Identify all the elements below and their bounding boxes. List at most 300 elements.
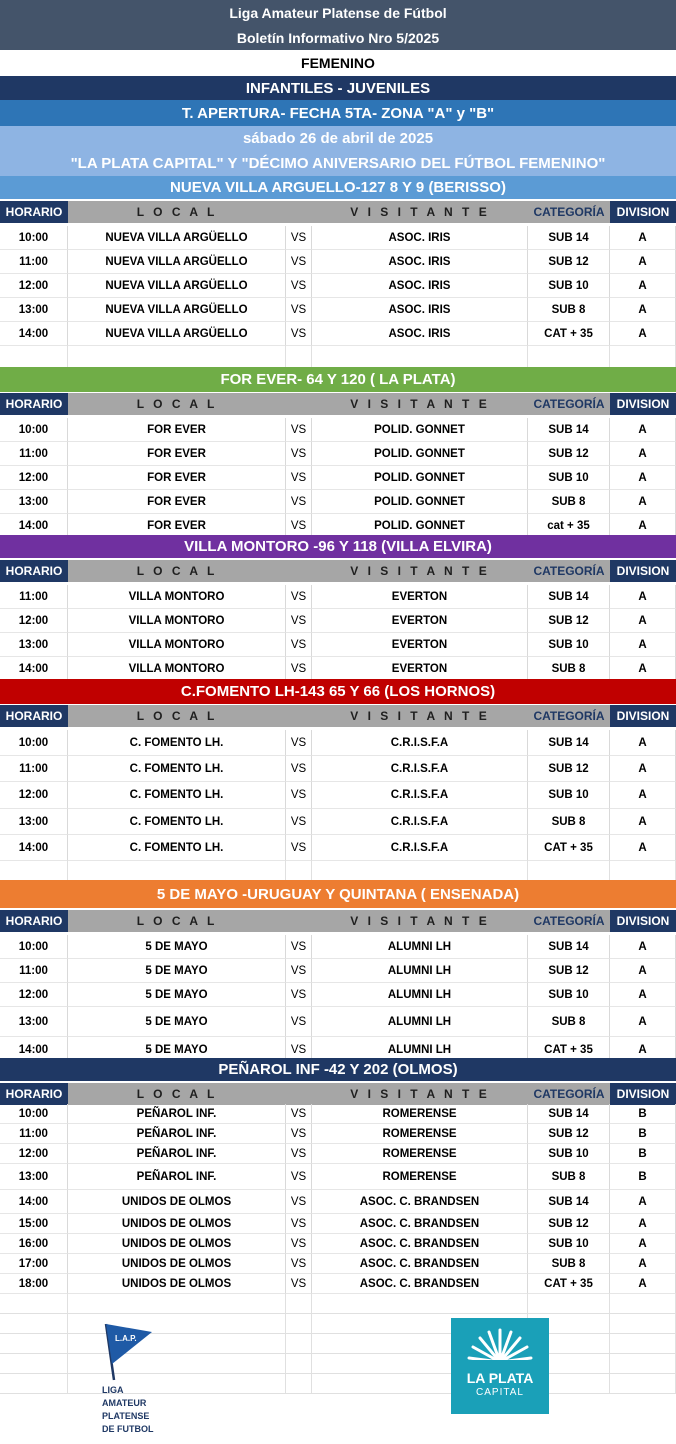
header-vs-spacer xyxy=(286,560,312,582)
vs-cell: VS xyxy=(286,490,312,514)
table-row xyxy=(0,1214,676,1234)
vs-cell: VS xyxy=(286,1164,312,1190)
division-cell: B xyxy=(610,1104,676,1124)
table-header xyxy=(0,393,676,415)
date-line: sábado 26 de abril de 2025 xyxy=(0,126,676,151)
header-local: L O C A L xyxy=(68,1083,286,1105)
table-row xyxy=(0,585,676,609)
header-horario: HORARIO xyxy=(0,705,68,727)
empty-cell xyxy=(286,1374,312,1394)
time-cell: 10:00 xyxy=(0,1104,68,1124)
table-row xyxy=(0,1234,676,1254)
division-cell: A xyxy=(610,1254,676,1274)
venue-title: PEÑAROL INF -42 Y 202 (OLMOS) xyxy=(0,1058,676,1081)
table-row xyxy=(0,418,676,442)
category-title: FEMENINO xyxy=(0,50,676,76)
time-cell: 14:00 xyxy=(0,322,68,346)
visitor-team-cell: ASOC. C. BRANDSEN xyxy=(312,1274,528,1294)
vs-cell: VS xyxy=(286,1274,312,1294)
table-row xyxy=(0,1104,676,1124)
vs-cell: VS xyxy=(286,1234,312,1254)
vs-cell: VS xyxy=(286,756,312,782)
time-cell: 18:00 xyxy=(0,1274,68,1294)
category-cell: SUB 10 xyxy=(528,466,610,490)
header-categoria: CATEGORÍA xyxy=(528,910,610,932)
header-categoria: CATEGORÍA xyxy=(528,560,610,582)
table-header xyxy=(0,910,676,932)
division-cell: A xyxy=(610,250,676,274)
header-horario: HORARIO xyxy=(0,393,68,415)
local-team-cell: 5 DE MAYO xyxy=(68,983,286,1007)
time-cell: 12:00 xyxy=(0,1144,68,1164)
time-cell: 11:00 xyxy=(0,1124,68,1144)
time-cell: 15:00 xyxy=(0,1214,68,1234)
sunburst-icon xyxy=(451,1318,549,1370)
empty-cell xyxy=(0,1314,68,1334)
vs-cell: VS xyxy=(286,1104,312,1124)
lap-flag-text: L.A.P. xyxy=(115,1334,137,1343)
category-cell: cat + 35 xyxy=(528,514,610,538)
table-row xyxy=(0,442,676,466)
local-team-cell: UNIDOS DE OLMOS xyxy=(68,1190,286,1214)
table-row xyxy=(0,1007,676,1037)
visitor-team-cell: ROMERENSE xyxy=(312,1124,528,1144)
table-row xyxy=(0,1164,676,1190)
dedication-line: "LA PLATA CAPITAL" Y "DÉCIMO ANIVERSARIO DEL FÚTBOL FEMENINO" xyxy=(0,151,676,176)
local-team-cell: 5 DE MAYO xyxy=(68,935,286,959)
division-cell: A xyxy=(610,418,676,442)
local-team-cell: C. FOMENTO LH. xyxy=(68,782,286,809)
header-division: DIVISION xyxy=(610,560,676,582)
local-team-cell: VILLA MONTORO xyxy=(68,657,286,681)
lap-text-line: DE FUTBOL xyxy=(102,1424,154,1434)
category-cell: SUB 10 xyxy=(528,983,610,1007)
division-cell: A xyxy=(610,959,676,983)
vs-cell: VS xyxy=(286,274,312,298)
local-team-cell: NUEVA VILLA ARGÜELLO xyxy=(68,298,286,322)
division-cell: A xyxy=(610,226,676,250)
visitor-team-cell: ALUMNI LH xyxy=(312,1007,528,1037)
visitor-team-cell: ASOC. IRIS xyxy=(312,274,528,298)
la-plata-capital-logo xyxy=(451,1318,549,1414)
division-cell: A xyxy=(610,730,676,756)
visitor-team-cell: ASOC. C. BRANDSEN xyxy=(312,1214,528,1234)
category-cell: SUB 8 xyxy=(528,490,610,514)
lap-logo xyxy=(100,1322,180,1442)
category-cell: CAT + 35 xyxy=(528,1037,610,1063)
time-cell: 13:00 xyxy=(0,633,68,657)
table-row xyxy=(0,782,676,809)
vs-cell: VS xyxy=(286,1007,312,1037)
header-local: L O C A L xyxy=(68,705,286,727)
visitor-team-cell: ALUMNI LH xyxy=(312,1037,528,1063)
header-horario: HORARIO xyxy=(0,560,68,582)
empty-cell xyxy=(610,1314,676,1334)
visitor-team-cell: C.R.I.S.F.A xyxy=(312,835,528,861)
vs-cell: VS xyxy=(286,250,312,274)
local-team-cell: NUEVA VILLA ARGÜELLO xyxy=(68,322,286,346)
visitor-team-cell: POLID. GONNET xyxy=(312,442,528,466)
local-team-cell: 5 DE MAYO xyxy=(68,1007,286,1037)
vs-cell: VS xyxy=(286,809,312,835)
vs-cell: VS xyxy=(286,1190,312,1214)
header-horario: HORARIO xyxy=(0,201,68,223)
division-cell: A xyxy=(610,274,676,298)
visitor-team-cell: EVERTON xyxy=(312,609,528,633)
time-cell: 13:00 xyxy=(0,1164,68,1190)
vs-cell: VS xyxy=(286,983,312,1007)
table-header xyxy=(0,560,676,582)
table-row xyxy=(0,1274,676,1294)
time-cell: 10:00 xyxy=(0,226,68,250)
category-cell: SUB 8 xyxy=(528,657,610,681)
category-cell: SUB 12 xyxy=(528,442,610,466)
table-row xyxy=(0,835,676,861)
time-cell: 14:00 xyxy=(0,514,68,538)
table-header xyxy=(0,705,676,727)
header-division: DIVISION xyxy=(610,393,676,415)
empty-cell xyxy=(286,1314,312,1334)
vs-cell: VS xyxy=(286,226,312,250)
header-visitante: V I S I T A N T E xyxy=(312,705,528,727)
category-cell: SUB 14 xyxy=(528,730,610,756)
header-categoria: CATEGORÍA xyxy=(528,705,610,727)
table-row xyxy=(0,1124,676,1144)
local-team-cell: C. FOMENTO LH. xyxy=(68,730,286,756)
visitor-team-cell: ALUMNI LH xyxy=(312,959,528,983)
visitor-team-cell: ALUMNI LH xyxy=(312,983,528,1007)
local-team-cell: 5 DE MAYO xyxy=(68,959,286,983)
division-cell: A xyxy=(610,1037,676,1063)
vs-cell: VS xyxy=(286,835,312,861)
time-cell: 13:00 xyxy=(0,809,68,835)
header-division: DIVISION xyxy=(610,705,676,727)
visitor-team-cell: EVERTON xyxy=(312,633,528,657)
division-cell: A xyxy=(610,1007,676,1037)
category-cell: CAT + 35 xyxy=(528,835,610,861)
vs-cell: VS xyxy=(286,466,312,490)
division-cell: A xyxy=(610,782,676,809)
vs-cell: VS xyxy=(286,1144,312,1164)
division-cell: A xyxy=(610,1234,676,1254)
table-row xyxy=(0,657,676,681)
visitor-team-cell: C.R.I.S.F.A xyxy=(312,730,528,756)
vs-cell: VS xyxy=(286,609,312,633)
visitor-team-cell: POLID. GONNET xyxy=(312,418,528,442)
local-team-cell: C. FOMENTO LH. xyxy=(68,756,286,782)
category-cell: SUB 8 xyxy=(528,1007,610,1037)
division-cell: A xyxy=(610,585,676,609)
local-team-cell: C. FOMENTO LH. xyxy=(68,809,286,835)
time-cell: 11:00 xyxy=(0,442,68,466)
header-vs-spacer xyxy=(286,393,312,415)
visitor-team-cell: ASOC. IRIS xyxy=(312,298,528,322)
division-cell: A xyxy=(610,756,676,782)
table-header xyxy=(0,201,676,223)
header-division: DIVISION xyxy=(610,1083,676,1105)
vs-cell: VS xyxy=(286,1214,312,1234)
category-cell: SUB 8 xyxy=(528,1164,610,1190)
header-visitante: V I S I T A N T E xyxy=(312,910,528,932)
time-cell: 10:00 xyxy=(0,730,68,756)
time-cell: 10:00 xyxy=(0,418,68,442)
header-visitante: V I S I T A N T E xyxy=(312,393,528,415)
visitor-team-cell: ROMERENSE xyxy=(312,1164,528,1190)
league-title: Liga Amateur Platense de Fútbol xyxy=(0,0,676,26)
division-cell: A xyxy=(610,1190,676,1214)
visitor-team-cell: POLID. GONNET xyxy=(312,466,528,490)
local-team-cell: UNIDOS DE OLMOS xyxy=(68,1254,286,1274)
empty-cell xyxy=(286,346,312,369)
header-categoria: CATEGORÍA xyxy=(528,201,610,223)
visitor-team-cell: ASOC. IRIS xyxy=(312,250,528,274)
empty-cell xyxy=(610,346,676,369)
division-cell: A xyxy=(610,657,676,681)
category-cell: SUB 8 xyxy=(528,809,610,835)
table-row xyxy=(0,1254,676,1274)
time-cell: 13:00 xyxy=(0,298,68,322)
empty-cell xyxy=(528,1294,610,1314)
lap-text-line: AMATEUR xyxy=(102,1398,147,1408)
division-cell: A xyxy=(610,609,676,633)
table-row xyxy=(0,250,676,274)
table-header xyxy=(0,1083,676,1105)
header-horario: HORARIO xyxy=(0,910,68,932)
empty-cell xyxy=(0,1374,68,1394)
empty-cell xyxy=(68,346,286,369)
empty-cell xyxy=(610,1374,676,1394)
lpc-line2: CAPITAL xyxy=(476,1387,524,1398)
time-cell: 11:00 xyxy=(0,959,68,983)
category-cell: SUB 14 xyxy=(528,1104,610,1124)
visitor-team-cell: EVERTON xyxy=(312,657,528,681)
vs-cell: VS xyxy=(286,782,312,809)
header-local: L O C A L xyxy=(68,910,286,932)
category-cell: SUB 10 xyxy=(528,782,610,809)
vs-cell: VS xyxy=(286,1254,312,1274)
local-team-cell: VILLA MONTORO xyxy=(68,609,286,633)
empty-cell xyxy=(312,346,528,369)
lap-text-line: PLATENSE xyxy=(102,1411,150,1421)
venue-title: VILLA MONTORO -96 Y 118 (VILLA ELVIRA) xyxy=(0,535,676,558)
time-cell: 12:00 xyxy=(0,983,68,1007)
time-cell: 12:00 xyxy=(0,782,68,809)
header-vs-spacer xyxy=(286,910,312,932)
lpc-line1: LA PLATA xyxy=(466,1370,534,1386)
visitor-team-cell: C.R.I.S.F.A xyxy=(312,756,528,782)
table-row xyxy=(0,809,676,835)
empty-cell xyxy=(528,346,610,369)
header-visitante: V I S I T A N T E xyxy=(312,201,528,223)
local-team-cell: FOR EVER xyxy=(68,442,286,466)
empty-cell xyxy=(610,1294,676,1314)
category-cell: SUB 12 xyxy=(528,756,610,782)
empty-cell xyxy=(312,1294,528,1314)
visitor-team-cell: ROMERENSE xyxy=(312,1144,528,1164)
header-categoria: CATEGORÍA xyxy=(528,1083,610,1105)
category-cell: SUB 8 xyxy=(528,1254,610,1274)
vs-cell: VS xyxy=(286,633,312,657)
local-team-cell: UNIDOS DE OLMOS xyxy=(68,1274,286,1294)
bulletin-title: Boletín Informativo Nro 5/2025 xyxy=(0,26,676,50)
venue-title: C.FOMENTO LH-143 65 Y 66 (LOS HORNOS) xyxy=(0,679,676,704)
division-cell: B xyxy=(610,1164,676,1190)
category-cell: SUB 12 xyxy=(528,959,610,983)
time-cell: 11:00 xyxy=(0,250,68,274)
vs-cell: VS xyxy=(286,657,312,681)
visitor-team-cell: ASOC. C. BRANDSEN xyxy=(312,1190,528,1214)
local-team-cell: UNIDOS DE OLMOS xyxy=(68,1214,286,1234)
vs-cell: VS xyxy=(286,935,312,959)
empty-cell xyxy=(286,1334,312,1354)
header-vs-spacer xyxy=(286,1083,312,1105)
empty-row xyxy=(0,346,676,369)
division-cell: A xyxy=(610,809,676,835)
header-visitante: V I S I T A N T E xyxy=(312,560,528,582)
table-row xyxy=(0,1190,676,1214)
category-cell: SUB 12 xyxy=(528,609,610,633)
visitor-team-cell: C.R.I.S.F.A xyxy=(312,782,528,809)
header-local: L O C A L xyxy=(68,560,286,582)
local-team-cell: PEÑAROL INF. xyxy=(68,1164,286,1190)
table-row xyxy=(0,730,676,756)
pennant-icon xyxy=(100,1322,160,1382)
header-local: L O C A L xyxy=(68,201,286,223)
subtitle: INFANTILES - JUVENILES xyxy=(0,76,676,100)
local-team-cell: FOR EVER xyxy=(68,466,286,490)
empty-cell xyxy=(0,1354,68,1374)
category-cell: SUB 10 xyxy=(528,1234,610,1254)
category-cell: SUB 12 xyxy=(528,250,610,274)
time-cell: 11:00 xyxy=(0,585,68,609)
time-cell: 11:00 xyxy=(0,756,68,782)
category-cell: SUB 14 xyxy=(528,585,610,609)
empty-cell xyxy=(0,346,68,369)
empty-cell xyxy=(286,1294,312,1314)
category-cell: SUB 14 xyxy=(528,1190,610,1214)
time-cell: 12:00 xyxy=(0,609,68,633)
division-cell: A xyxy=(610,442,676,466)
table-row xyxy=(0,983,676,1007)
time-cell: 14:00 xyxy=(0,1037,68,1063)
local-team-cell: 5 DE MAYO xyxy=(68,1037,286,1063)
empty-cell xyxy=(0,1294,68,1314)
visitor-team-cell: ASOC. C. BRANDSEN xyxy=(312,1254,528,1274)
time-cell: 13:00 xyxy=(0,490,68,514)
time-cell: 10:00 xyxy=(0,935,68,959)
division-cell: A xyxy=(610,935,676,959)
vs-cell: VS xyxy=(286,1037,312,1063)
division-cell: B xyxy=(610,1124,676,1144)
category-cell: SUB 14 xyxy=(528,418,610,442)
visitor-team-cell: ALUMNI LH xyxy=(312,935,528,959)
tournament-title: T. APERTURA- FECHA 5TA- ZONA "A" y "B" xyxy=(0,100,676,126)
division-cell: A xyxy=(610,835,676,861)
visitor-team-cell: C.R.I.S.F.A xyxy=(312,809,528,835)
header-visitante: V I S I T A N T E xyxy=(312,1083,528,1105)
local-team-cell: VILLA MONTORO xyxy=(68,585,286,609)
vs-cell: VS xyxy=(286,322,312,346)
category-cell: SUB 10 xyxy=(528,1144,610,1164)
time-cell: 14:00 xyxy=(0,657,68,681)
division-cell: A xyxy=(610,322,676,346)
visitor-team-cell: EVERTON xyxy=(312,585,528,609)
vs-cell: VS xyxy=(286,418,312,442)
local-team-cell: UNIDOS DE OLMOS xyxy=(68,1234,286,1254)
local-team-cell: FOR EVER xyxy=(68,418,286,442)
division-cell: A xyxy=(610,633,676,657)
category-cell: SUB 14 xyxy=(528,935,610,959)
category-cell: SUB 14 xyxy=(528,226,610,250)
division-cell: A xyxy=(610,1214,676,1234)
table-row xyxy=(0,959,676,983)
table-row xyxy=(0,1144,676,1164)
visitor-team-cell: ASOC. C. BRANDSEN xyxy=(312,1234,528,1254)
category-cell: SUB 12 xyxy=(528,1124,610,1144)
lap-text-line: LIGA xyxy=(102,1385,124,1395)
table-row xyxy=(0,466,676,490)
local-team-cell: FOR EVER xyxy=(68,490,286,514)
vs-cell: VS xyxy=(286,298,312,322)
table-row xyxy=(0,298,676,322)
venue-title: NUEVA VILLA ARGUELLO-127 8 Y 9 (BERISSO) xyxy=(0,176,676,199)
empty-cell xyxy=(286,1354,312,1374)
time-cell: 17:00 xyxy=(0,1254,68,1274)
local-team-cell: C. FOMENTO LH. xyxy=(68,835,286,861)
local-team-cell: NUEVA VILLA ARGÜELLO xyxy=(68,274,286,298)
category-cell: CAT + 35 xyxy=(528,1274,610,1294)
header-division: DIVISION xyxy=(610,910,676,932)
vs-cell: VS xyxy=(286,730,312,756)
visitor-team-cell: POLID. GONNET xyxy=(312,514,528,538)
time-cell: 12:00 xyxy=(0,274,68,298)
local-team-cell: NUEVA VILLA ARGÜELLO xyxy=(68,226,286,250)
local-team-cell: NUEVA VILLA ARGÜELLO xyxy=(68,250,286,274)
division-cell: B xyxy=(610,1144,676,1164)
local-team-cell: FOR EVER xyxy=(68,514,286,538)
empty-cell xyxy=(610,1334,676,1354)
venue-title: 5 DE MAYO -URUGUAY Y QUINTANA ( ENSENADA) xyxy=(0,880,676,908)
local-team-cell: PEÑAROL INF. xyxy=(68,1124,286,1144)
local-team-cell: PEÑAROL INF. xyxy=(68,1104,286,1124)
local-team-cell: PEÑAROL INF. xyxy=(68,1144,286,1164)
table-row xyxy=(0,935,676,959)
visitor-team-cell: ROMERENSE xyxy=(312,1104,528,1124)
category-cell: CAT + 35 xyxy=(528,322,610,346)
division-cell: A xyxy=(610,983,676,1007)
time-cell: 14:00 xyxy=(0,835,68,861)
category-cell: SUB 8 xyxy=(528,298,610,322)
table-row xyxy=(0,609,676,633)
local-team-cell: VILLA MONTORO xyxy=(68,633,286,657)
table-row xyxy=(0,490,676,514)
time-cell: 12:00 xyxy=(0,466,68,490)
header-local: L O C A L xyxy=(68,393,286,415)
vs-cell: VS xyxy=(286,442,312,466)
table-row xyxy=(0,274,676,298)
time-cell: 13:00 xyxy=(0,1007,68,1037)
category-cell: SUB 10 xyxy=(528,274,610,298)
header-vs-spacer xyxy=(286,705,312,727)
header-division: DIVISION xyxy=(610,201,676,223)
empty-cell xyxy=(68,1294,286,1314)
vs-cell: VS xyxy=(286,959,312,983)
division-cell: A xyxy=(610,298,676,322)
division-cell: A xyxy=(610,490,676,514)
vs-cell: VS xyxy=(286,1124,312,1144)
table-row xyxy=(0,756,676,782)
category-cell: SUB 12 xyxy=(528,1214,610,1234)
